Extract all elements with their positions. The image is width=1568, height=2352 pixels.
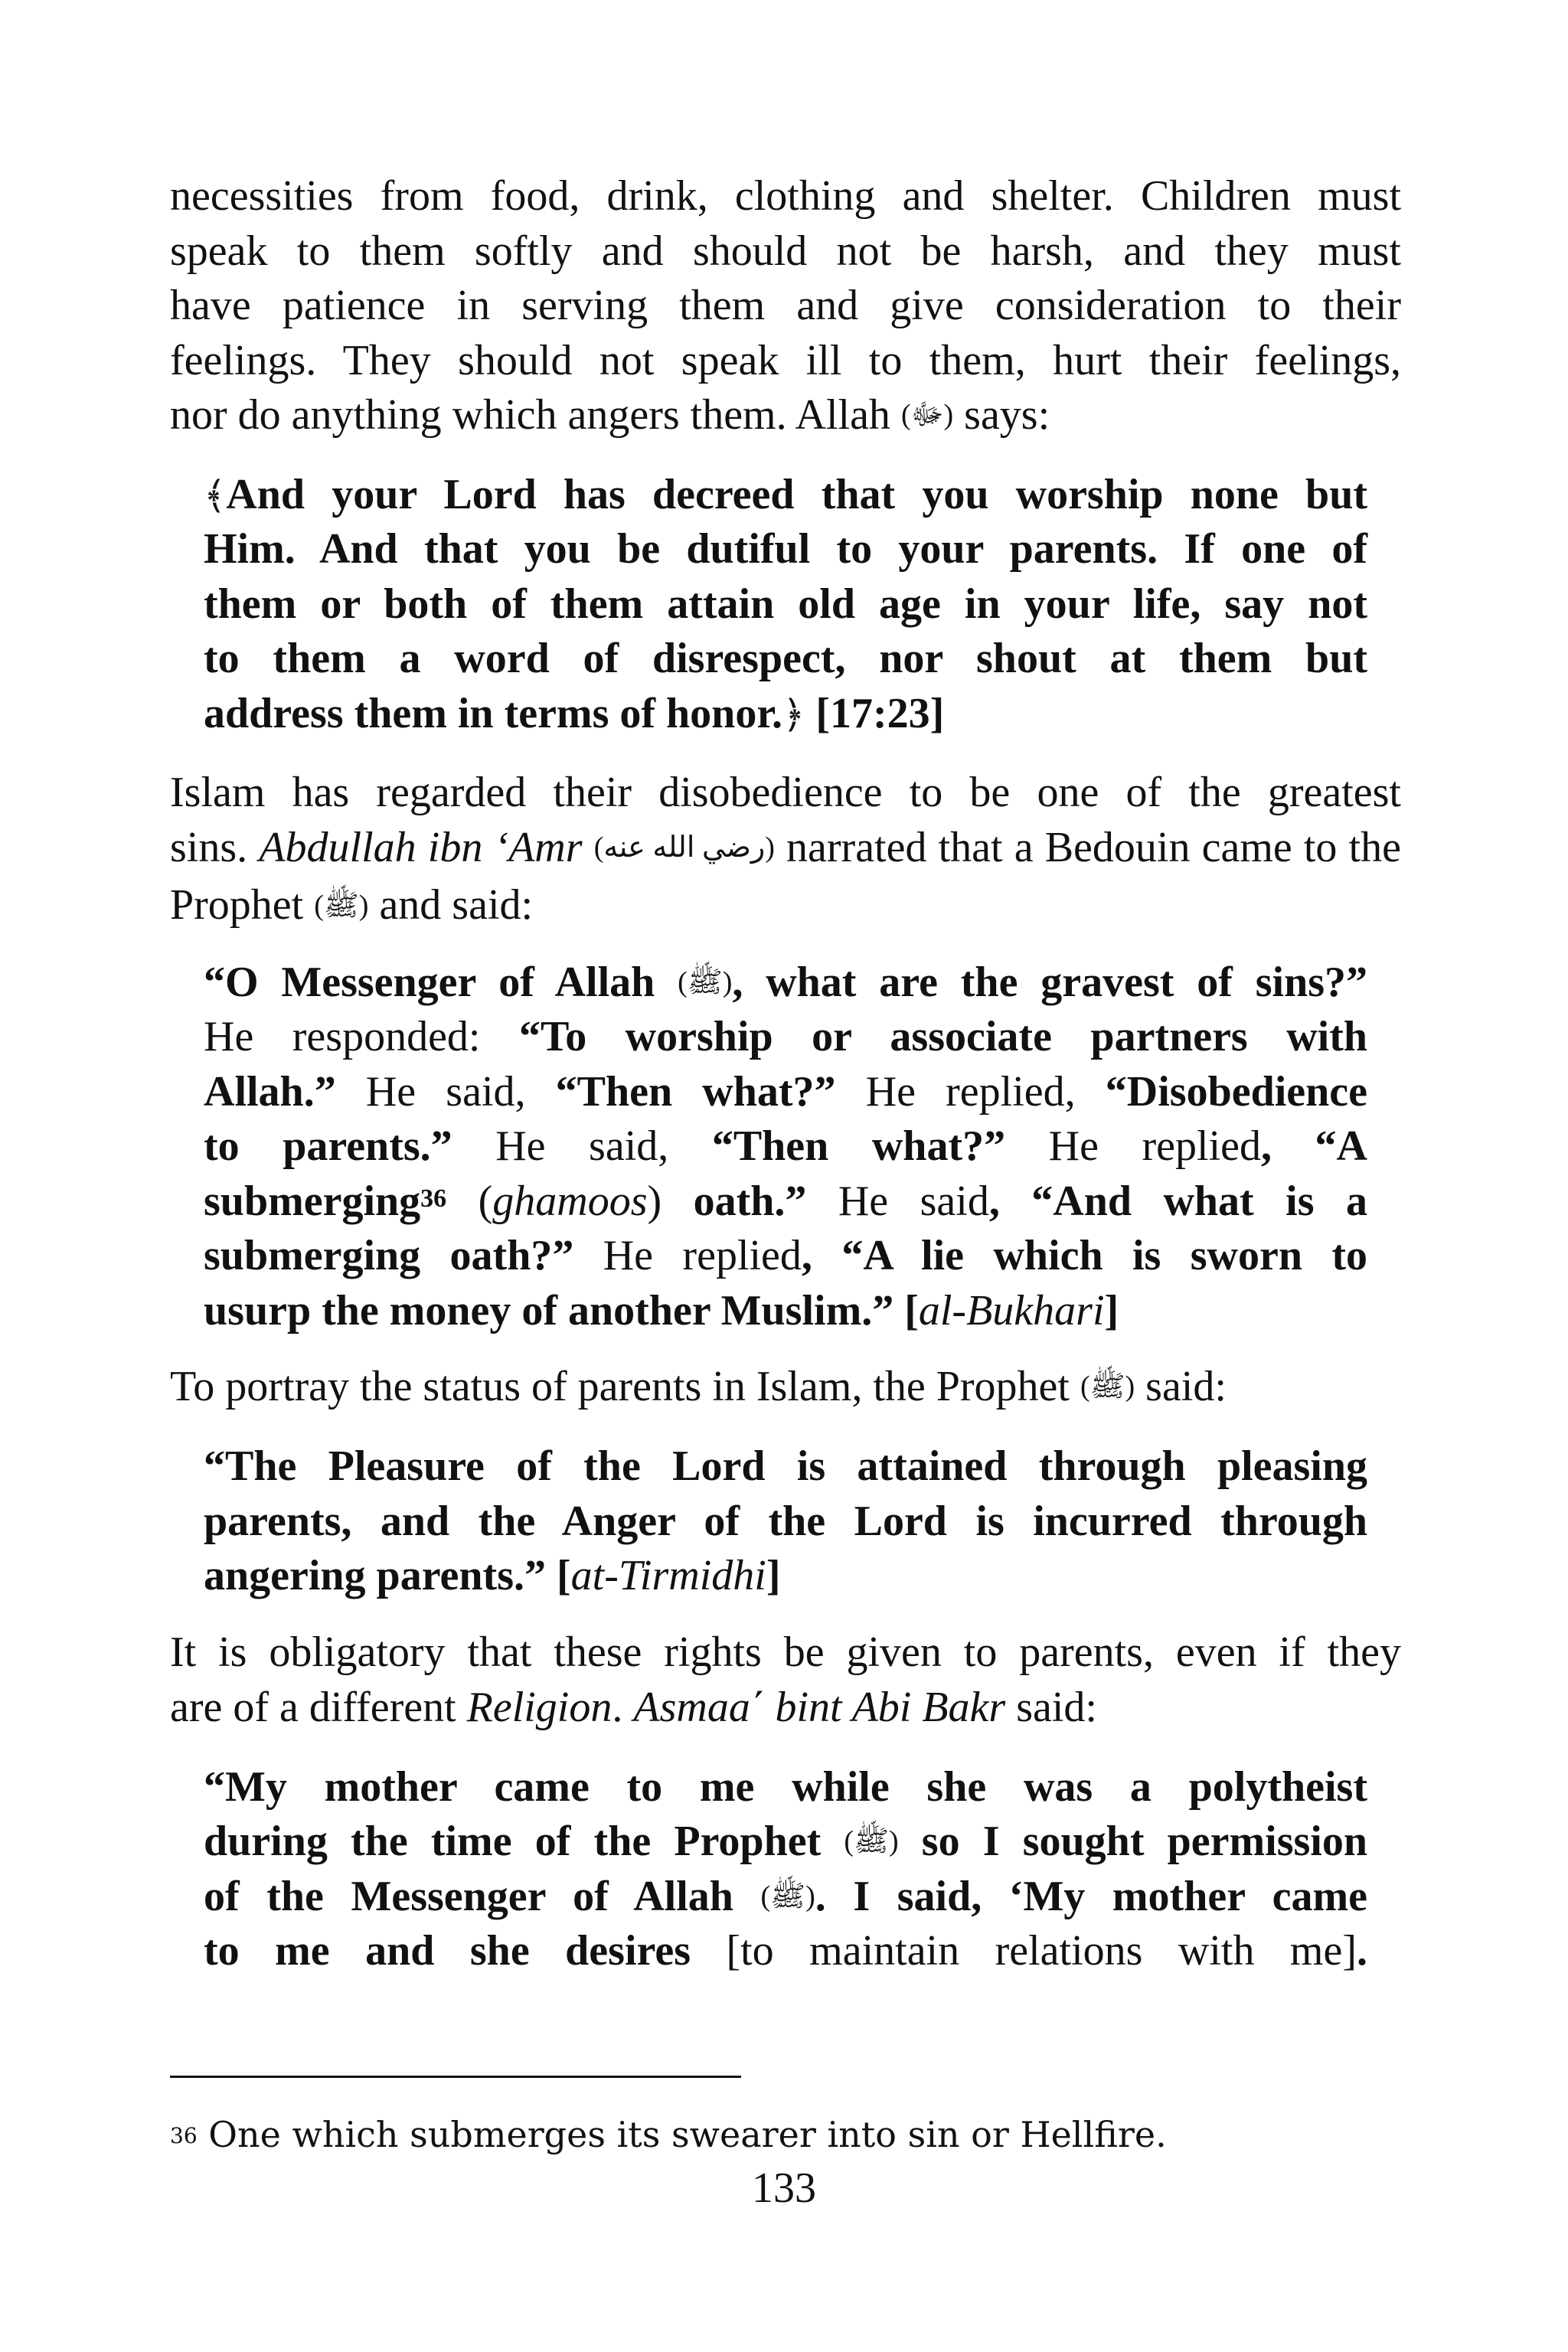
verse-line: ﴾And your Lord has decreed that you worship none but [204, 471, 1367, 518]
footnote-marker: 36 [420, 1184, 447, 1213]
intro-paragraph [170, 169, 1401, 446]
hadith-source: al-Bukhari [918, 1287, 1105, 1334]
hadith-line: to me and she desires [to maintain relations with me]. [204, 1927, 1367, 1975]
hadith-line: “O Messenger of Allah (ﷺ), what are the gravest of sins?” [204, 956, 1367, 1014]
intro-line: necessities from food, drink, clothing and shelter. Children must [170, 172, 1401, 220]
verse-line: them or both of them attain old age in your life, say not [204, 580, 1367, 628]
hadith-line: usurp the money of another Muslim.” [al-Bukhari] [204, 1287, 1119, 1334]
sins-paragraph [170, 766, 1401, 936]
honorific-icon: (ﷺ) [760, 1880, 815, 1913]
honorific-icon: (ﷺ) [678, 966, 733, 999]
paragraph-line: Prophet (ﷺ) and said: [170, 878, 1401, 936]
rights-paragraph [170, 1625, 1401, 1735]
honorific-icon: (ﷺ) [1080, 1370, 1135, 1403]
hadith-line: Allah.” He said, “Then what?” He replied, “Disobedience [204, 1068, 1367, 1116]
hadith-line: “The Pleasure of the Lord is attained through pleasing [204, 1442, 1367, 1490]
ornate-bracket-open-icon: ﴾ [204, 474, 227, 517]
narrator-name: Abdullah ibn ‘Amr [259, 823, 583, 871]
verse-line: to them a word of disrespect, nor shout at them but [204, 635, 1367, 682]
verse-line: Him. And that you be dutiful to your parents. If one of [204, 525, 1367, 573]
footnote-text: One which submerges its swearer into sin or Hellfire. [197, 2114, 1167, 2155]
footnote-divider [170, 2076, 741, 2078]
page-number: 133 [752, 2164, 816, 2212]
verse-line: address them in terms of honor.﴿ [17:23] [204, 690, 945, 737]
footnote [170, 2113, 1401, 2156]
hadith-line: submerging$^{36}$ (ghamoos) oath.” He said, “And what is a [204, 1178, 1367, 1225]
hadith-line: of the Messenger of Allah (ﷺ). I said, ‘My mother came [204, 1870, 1367, 1928]
intro-line: nor do anything which angers them. Allah (ﷻ) says: [170, 388, 1401, 446]
hadith-line: angering parents.” [at-Tirmidhi] [204, 1552, 781, 1599]
paragraph-line: To portray the status of parents in Islam, the Prophet (ﷺ) said: [170, 1360, 1401, 1418]
paragraph-line: are of a different Religion. Asmaa΄ bint Abi Bakr said: [170, 1683, 1097, 1731]
paragraph-line: Islam has regarded their disobedience to be one of the greatest [170, 769, 1401, 816]
footnote-number: 36 [170, 2123, 198, 2148]
verse-reference: [17:23] [805, 690, 945, 737]
narrator-name: Asmaa΄ bint Abi Bakr [633, 1683, 1006, 1731]
hadith-line: “My mother came to me while she was a polytheist [204, 1763, 1367, 1811]
honorific-icon: (ﷺ) [844, 1825, 899, 1858]
honorific-icon: (رضي الله عنه) [593, 831, 775, 864]
hadith-source: at-Tirmidhi [570, 1552, 766, 1599]
paragraph-line: sins. Abdullah ibn ‘Amr (رضي الله عنه) narrated that a Bedouin came to the [170, 821, 1401, 879]
intro-line: speak to them softly and should not be harsh, and they must [170, 227, 1401, 275]
paragraph-line: It is obligatory that these rights be given to parents, even if they [170, 1628, 1401, 1676]
hadith-line: submerging oath?” He replied, “A lie which is sworn to [204, 1232, 1368, 1279]
hadith-line: parents, and the Anger of the Lord is incurred through [204, 1498, 1367, 1545]
hadith-line: He responded: “To worship or associate partners with [204, 1013, 1367, 1060]
intro-line: feelings. They should not speak ill to them, hurt their feelings, [170, 336, 1401, 384]
hadith-line: during the time of the Prophet (ﷺ) so I sought permission [204, 1815, 1367, 1873]
status-paragraph [170, 1360, 1401, 1418]
hadith-line: to parents.” He said, “Then what?” He replied, “A [204, 1122, 1367, 1170]
ornate-bracket-close-icon: ﴿ [782, 693, 805, 736]
intro-line: have patience in serving them and give consideration to their [170, 282, 1401, 329]
honorific-icon: (ﷺ) [314, 889, 369, 922]
honorific-icon: (ﷻ) [900, 399, 954, 432]
